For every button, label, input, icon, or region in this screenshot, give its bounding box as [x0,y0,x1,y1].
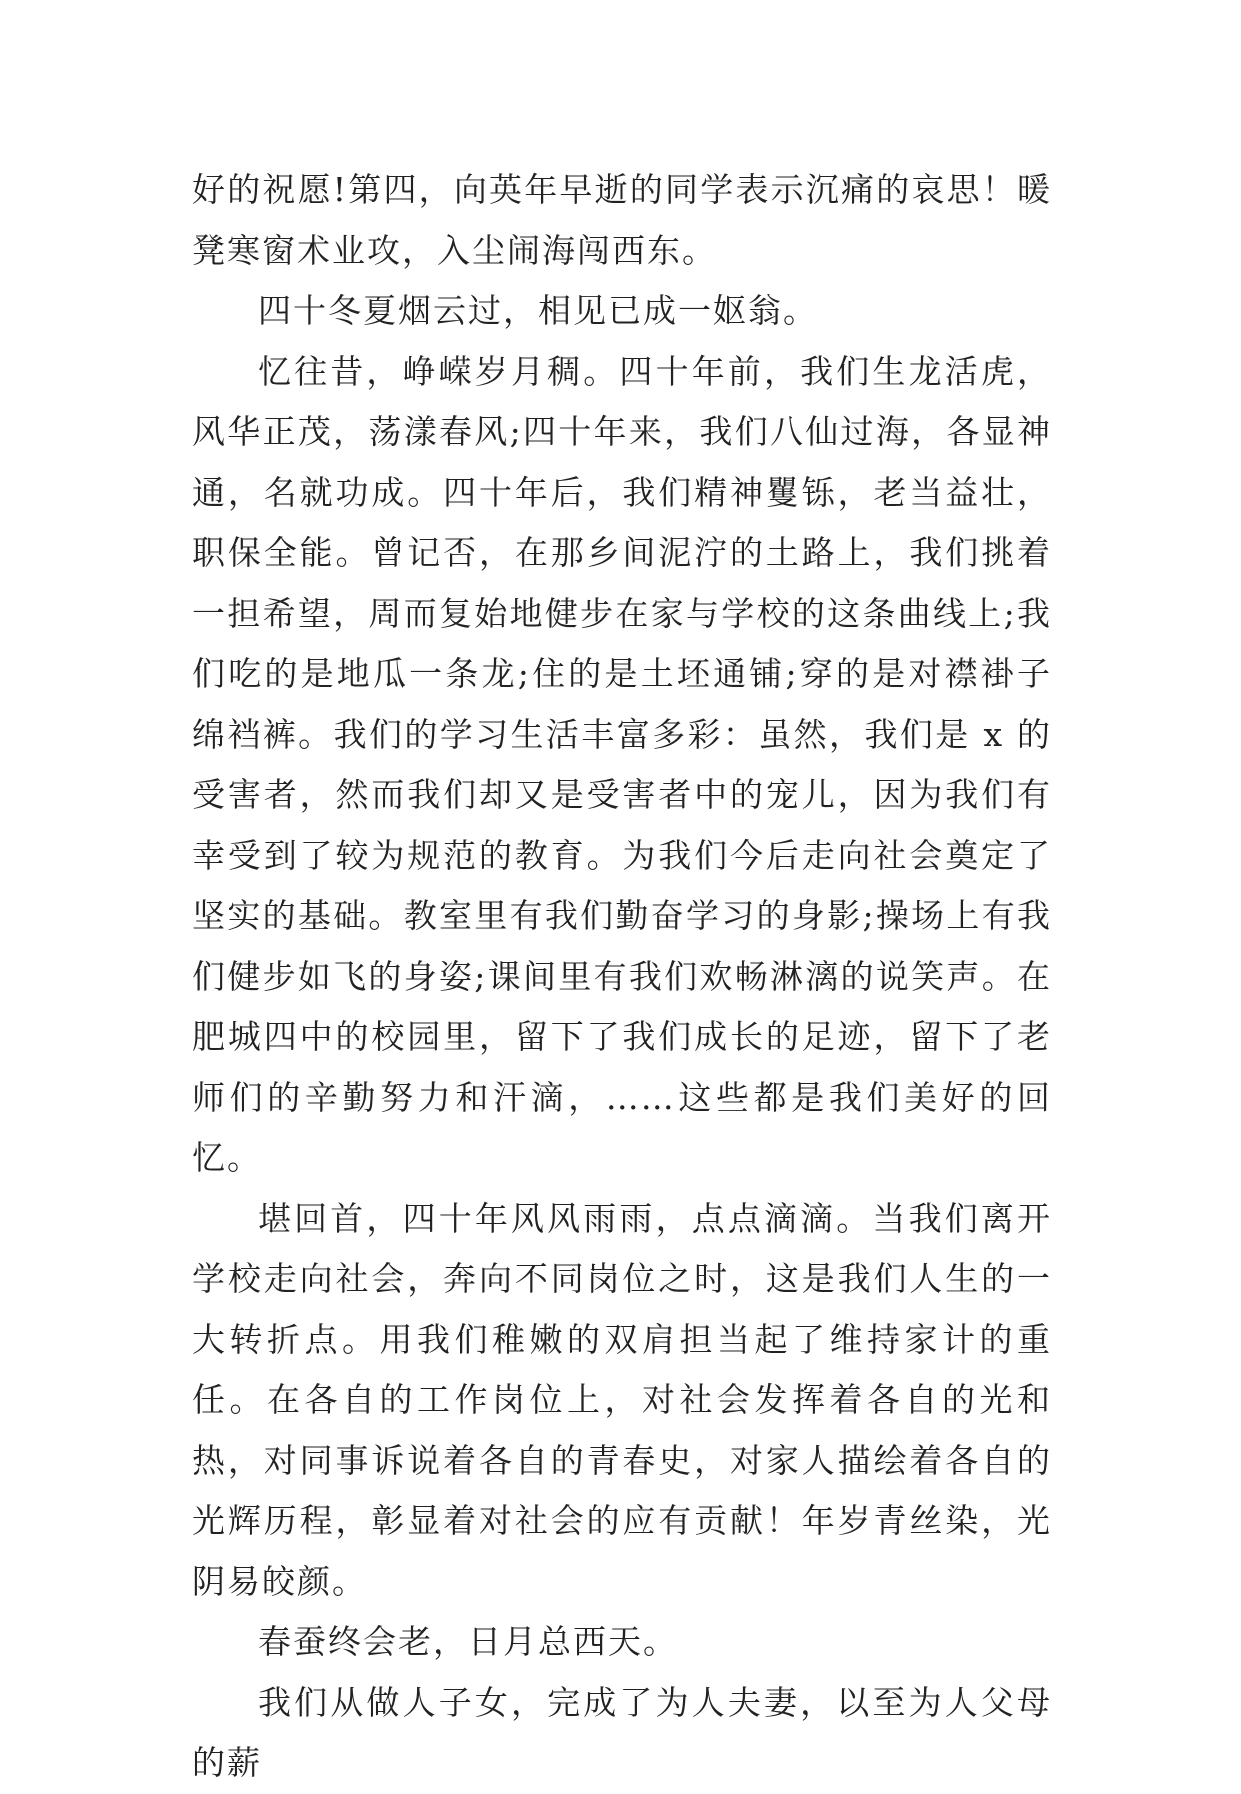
paragraph-2: 四十冬夏烟云过，相见已成一妪翁。 [258,291,818,330]
paragraph-5: 春蚕终会老，日月总西天。 [258,1622,678,1661]
paragraph-6: 我们从做人子女，完成了为人夫妻，以至为人父母的薪 [192,1682,1052,1782]
paragraph-4: 堪回首，四十年风风雨雨，点点滴滴。当我们离开学校走向社会，奔向不同岗位之时，这是我们人生的一大转折点。用我们稚嫩的双肩担当起了维持家计的重任。在各自的工作岗位上，对社会发挥着各自的光和热，对同事诉说着各自的青春史，对家人描绘着各自的光辉历程，彰显着对社会的应有贡献！年岁青丝染，光阴易皎颜。 [192,1198,1052,1601]
document-body [192,160,1052,1794]
paragraph-1: 好的祝愿!第四，向英年早逝的同学表示沉痛的哀思！暖凳寒窗术业攻，入尘闹海闯西东。 [192,170,1052,270]
paragraph-3: 忆往昔，峥嵘岁月稠。四十年前，我们生龙活虎，风华正茂，荡漾春风;四十年来，我们八仙过海，各显神通，名就功成。四十年后，我们精神矍铄，老当益壮，职保全能。曾记否，在那乡间泥泞的土路上，我们挑着一担希望，周而复始地健步在家与学校的这条曲线上;我们吃的是地瓜一条龙;住的是土坯通铺;穿的是对襟褂子绵裆裤。我们的学习生活丰富多彩：虽然，我们是 x 的受害者，然而我们却又是受害者中的宠儿，因为我们有幸受到了较为规范的教育。为我们今后走向社会奠定了坚实的基础。教室里有我们勤奋学习的身影;操场上有我们健步如飞的身姿;课间里有我们欢畅淋漓的说笑声。在肥城四中的校园里，留下了我们成长的足迹，留下了老师们的辛勤努力和汗滴，……这些都是我们美好的回忆。 [192,351,1052,1177]
